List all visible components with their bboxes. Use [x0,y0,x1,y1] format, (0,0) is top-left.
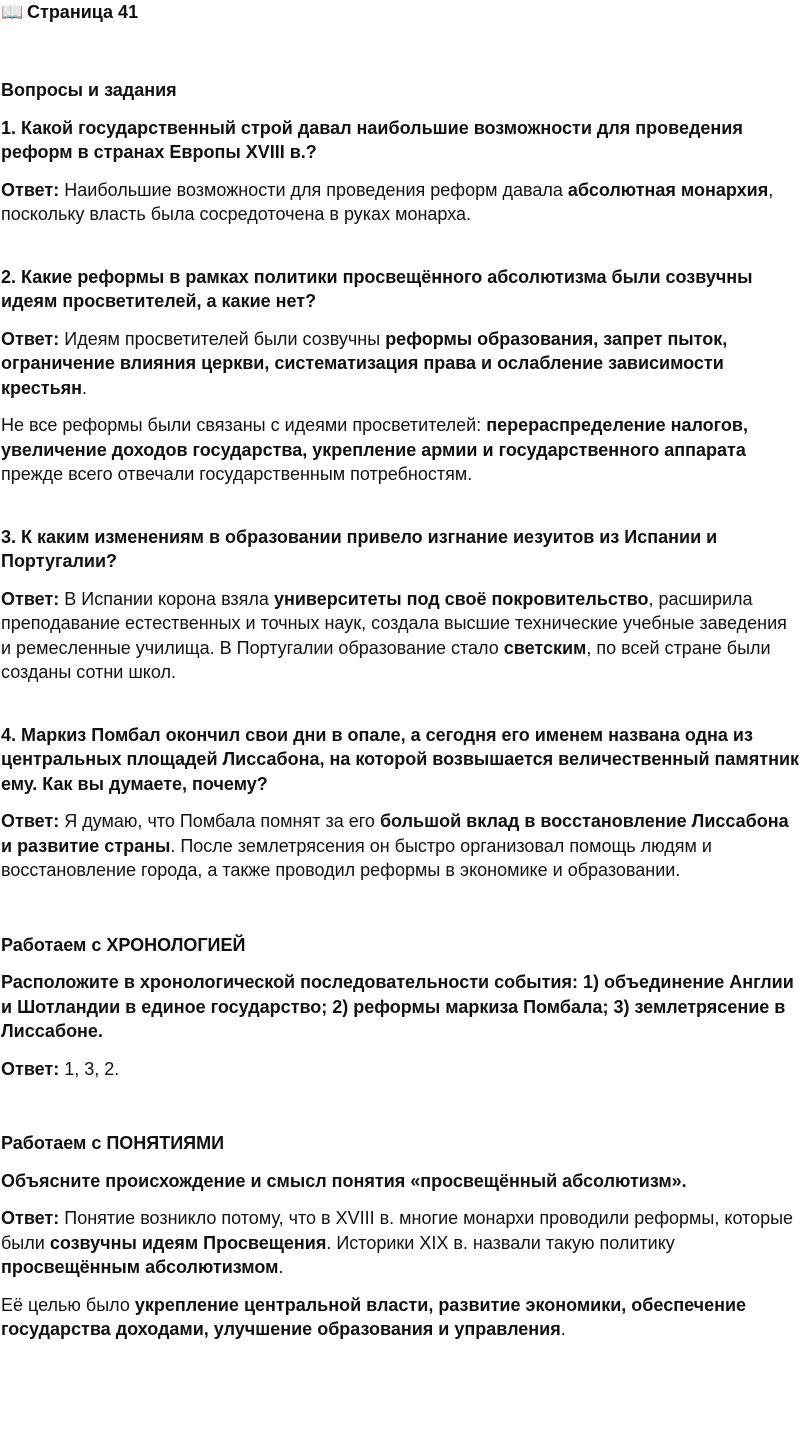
answer-emphasis: просвещённым абсолютизмом [1,1257,279,1277]
answer-emphasis: перераспределение налогов, увеличение доходов государства, укрепление армии и государственного аппарата [1,415,748,460]
answer-text: Понятие возникло потому, что в XVIII в. многие монархи проводили реформы, которые были [1,1208,794,1253]
answer-2-continued [1,413,800,487]
answer-text: Наибольшие возможности для проведения реформ давала [64,179,568,200]
question-1: 1. Какой государственный строй давал наибольшие возможности для проведения реформ в странах Европы XVIII в.? [1,117,743,162]
question-2: 2. Какие реформы в рамках политики просвещённого абсолютизма были созвучны идеям просветителей, а какие нет? [1,266,753,311]
answer-text: . [82,377,88,398]
answer-emphasis: укрепление центральной власти, развитие экономики, обеспечение государства доходами, улучшение образования и управления [1,1294,747,1339]
concepts-answer [1,1206,800,1280]
question-3: 3. К каким изменениям в образовании привело изгнание иезуитов из Испании и Португалии? [1,526,718,571]
chronology-section-title: Работаем с ХРОНОЛОГИЕЙ [1,934,246,955]
chronology-answer [1,1057,800,1082]
concepts-task: Объясните происхождение и смысл понятия «просвещённый абсолютизм». [1,1170,687,1191]
page-title-text: Страница 41 [27,2,139,22]
answer-label: Ответ: [1,588,60,609]
chronology-task: Расположите в хронологической последовательности события: 1) объединение Англии и Шотландии в единое государство; 2) реформы маркиза Помбала; 3) землетрясение в Лиссабоне. [1,972,794,1041]
answer-text: В Испании корона взяла [64,588,274,609]
answer-text: . [560,1319,566,1339]
page-title [1,0,800,24]
answer-text: Не все реформы были связаны с идеями просветителей: [1,415,487,435]
answer-label: Ответ: [1,811,60,831]
answer-text: , поскольку власть была сосредоточена в руках монарха. [1,179,774,224]
answer-emphasis: университеты под своё покровительство [273,588,649,609]
answer-2 [1,327,800,401]
answer-emphasis: большой вклад в восстановление Лиссабона и развитие страны [1,811,789,856]
answer-text: , расширила преподавание естественных и точных наук, создала высшие технические учебные заведения и ремесленные училища. В Португалии образование стало [1,588,787,658]
answer-label: Ответ: [1,328,60,349]
question-4: 4. Маркиз Помбал окончил свои дни в опале, а сегодня его именем названа одна из центральных площадей Лиссабона, на которой возвышается величественный памятник ему. Как вы думаете, почему? [1,724,800,794]
answer-text: Её целью было [1,1294,135,1315]
open-book-icon: 📖 [1,2,24,22]
answer-label: Ответ: [1,1208,60,1228]
answer-emphasis: реформы образования, запрет пыток, ограничение влияния церкви, систематизация права и ослабление зависимости крестьян [1,328,728,398]
answer-emphasis: абсолютная монархия [567,179,769,200]
answer-text: 1, 3, 2. [64,1058,120,1079]
answer-4 [1,809,800,883]
answer-text: . [278,1257,284,1277]
answer-1 [1,178,800,227]
answer-text: , по всей стране были созданы сотни школ. [1,637,771,682]
answer-emphasis: созвучны идеям Просвещения [49,1232,327,1253]
answer-label: Ответ: [1,179,60,200]
concepts-answer-continued [1,1293,800,1342]
answer-text: прежде всего отвечали государственным потребностям. [1,464,473,484]
answer-text: Я думаю, что Помбала помнят за его [64,811,380,831]
answer-emphasis: светским [503,637,587,658]
answer-label: Ответ: [1,1058,60,1079]
answer-text: . После землетрясения он быстро организовал помощь людям и восстановление города, а также проводил реформы в экономике и образовании. [1,835,712,880]
concepts-section-title: Работаем с ПОНЯТИЯМИ [1,1133,225,1153]
answer-3 [1,587,800,685]
answer-text: . Историки XIX в. назвали такую политику [326,1232,675,1253]
questions-section-title: Вопросы и задания [1,80,177,100]
answer-text: Идеям просветителей были созвучны [64,328,386,349]
